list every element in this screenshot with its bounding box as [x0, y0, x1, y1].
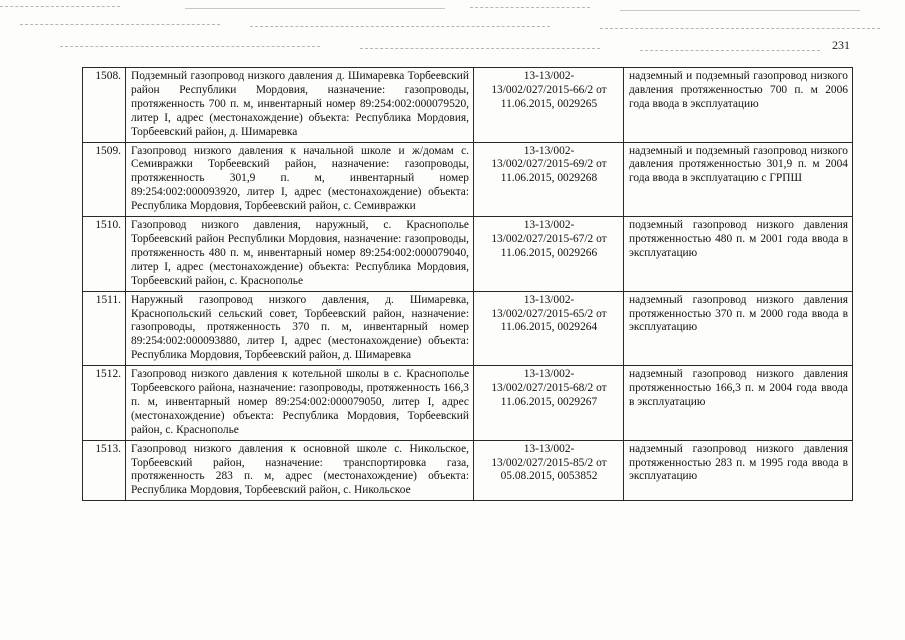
scan-artifact — [360, 48, 600, 50]
registration-number-prefix: 13-13/002- — [523, 70, 575, 82]
object-description: Газопровод низкого давления к котельной школы в с. Краснополье Торбеевского района, назначение: газопроводы, протяженность 166,3 п. м, инвентарный номер 89:254:002:000079050, литер I, адрес (местонахождение) объекта: Республика Мордовия, Торбеевский район, с. Краснополье — [126, 366, 474, 441]
registration-number-date: 13/002/027/2015-66/2 от 11.06.2015, 0029265 — [491, 83, 607, 110]
row-number: 1509. — [83, 142, 126, 217]
registration-number-date: 13/002/027/2015-69/2 от 11.06.2015, 0029268 — [491, 158, 607, 185]
registration-number-prefix: 13-13/002- — [523, 293, 575, 306]
table-row — [83, 217, 853, 292]
row-number: 1511. — [83, 291, 126, 366]
scan-artifact — [620, 10, 860, 11]
registration-number-date: 13/002/027/2015-67/2 от 11.06.2015, 0029266 — [491, 232, 607, 259]
row-number: 1508. — [83, 68, 126, 143]
object-characteristics: надземный газопровод низкого давления протяженностью 283 п. м 1995 года ввода в эксплуатацию — [624, 440, 853, 501]
registration-number-prefix: 13-13/002- — [523, 442, 575, 455]
registration-number-date: 13/002/027/2015-68/2 от 11.06.2015, 0029267 — [491, 382, 607, 408]
object-characteristics: надземный и подземный газопровод низкого давления протяженностью 301,9 п. м 2004 года ввода в эксплуатацию с ГРПШ — [624, 142, 853, 217]
registration-number-prefix: 13-13/002- — [523, 219, 575, 232]
object-description: Газопровод низкого давления к основной школе с. Никольское, Торбеевский район, назначение: транспортировка газа, протяженность 283 п. м, адрес (местонахождение) объекта: Республика Мордовия, Торбеевский район, с. Никольское — [126, 440, 474, 501]
registration-record — [474, 217, 624, 292]
scan-artifact — [250, 26, 550, 28]
object-characteristics: надземный газопровод низкого давления протяженностью 370 п. м 2000 года ввода в эксплуатацию — [624, 291, 853, 366]
scan-artifact — [20, 24, 220, 26]
table-row — [83, 440, 853, 501]
object-description: Наружный газопровод низкого давления, д. Шимаревка, Краснопольский сельский совет, Торбеевский район, назначение: газопроводы, протяженность 370 п. м, инвентарный номер 89:254:002:000093880, литер I, адрес (местонахождение) объекта: Республика Мордовия, Торбеевский район, д. Шимаревка — [126, 291, 474, 366]
scan-artifact — [185, 8, 445, 9]
object-characteristics: надземный и подземный газопровод низкого давления протяженностью 700 п. м 2006 года ввода в эксплуатацию — [624, 68, 853, 143]
registration-number-date: 13/002/027/2015-85/2 от 05.08.2015, 0053852 — [491, 456, 607, 483]
row-number: 1513. — [83, 440, 126, 501]
table-row — [83, 68, 853, 143]
page-number: 231 — [832, 38, 850, 52]
object-description: Газопровод низкого давления к начальной школе и ж/домам с. Семивражки Торбеевский район, назначение: газопроводы, протяженность 301,9 п. м, инвентарный номер 89:254:002:000093920, литер I, адрес (местонахождение) объекта: Республика Мордовия, Торбеевский район, с. Семивражки — [126, 142, 474, 217]
scan-artifact — [0, 6, 120, 8]
row-number: 1512. — [83, 366, 126, 441]
registration-number-prefix: 13-13/002- — [523, 144, 575, 157]
row-number: 1510. — [83, 217, 126, 292]
registration-record — [474, 142, 624, 217]
scan-artifact — [640, 50, 820, 52]
object-characteristics: подземный газопровод низкого давления протяженностью 480 п. м 2001 года ввода в эксплуатацию — [624, 217, 853, 292]
scan-artifact — [60, 46, 320, 48]
registration-record — [474, 68, 624, 143]
table-row — [83, 291, 853, 366]
scan-artifact — [600, 28, 880, 30]
registration-record — [474, 291, 624, 366]
registration-number-prefix: 13-13/002- — [523, 368, 575, 381]
table-row — [83, 142, 853, 217]
object-description: Газопровод низкого давления, наружный, с. Краснополье Торбеевский район Республики Мордовия, назначение: газопроводы, протяженность 480 п. м, инвентарный номер 89:254:002:000079040, литер I, адрес (местонахождение) объекта: Республика Мордовия, Торбеевский район, с. Краснополье — [126, 217, 474, 292]
registration-record — [474, 366, 624, 441]
registry-table-body — [83, 68, 853, 501]
registration-number-date: 13/002/027/2015-65/2 от 11.06.2015, 0029264 — [491, 307, 607, 334]
scan-artifact — [470, 7, 590, 9]
object-characteristics: надземный газопровод низкого давления протяженностью 166,3 п. м 2004 года ввода в эксплуатацию — [624, 366, 853, 441]
table-row — [83, 366, 853, 441]
property-registry-table — [82, 67, 853, 501]
registration-record — [474, 440, 624, 501]
object-description: Подземный газопровод низкого давления д. Шимаревка Торбеевский район Республики Мордовия, назначение: газопроводы, протяженность 700 п. м, инвентарный номер 89:254:002:000079520, литер I, адрес (местонахождение) объекта: Республика Мордовия, Торбеевский район, д. Шимаревка — [126, 68, 474, 143]
